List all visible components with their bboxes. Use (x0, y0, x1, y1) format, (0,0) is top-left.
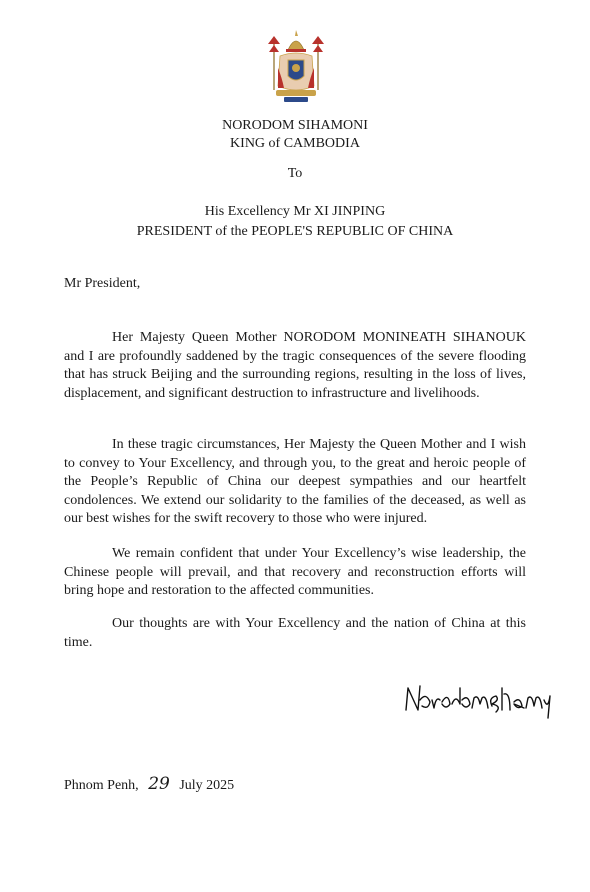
recipient-line-2: PRESIDENT of the PEOPLE'S REPUBLIC OF CHINA (136, 224, 454, 239)
handwritten-signature (404, 680, 554, 720)
recipient-line-1: His Excellency Mr XI JINPING (204, 204, 386, 219)
sender-title: KING of CAMBODIA (230, 136, 360, 151)
royal-crest-icon (264, 28, 328, 106)
place-text: Phnom Penh, (64, 778, 139, 793)
date-line (64, 774, 234, 794)
body-paragraph-3: We remain confident that under Your Excellency’s wise leadership, the Chinese people will prevail, and that recovery and reconstruction efforts will bring hope and restoration to the affected communities. (64, 546, 526, 599)
handwritten-day: 29 (148, 774, 170, 794)
body-paragraph-1: Her Majesty Queen Mother NORODOM MONINEATH SIHANOUK and I are profoundly saddened by the tragic consequences of the severe flooding that has struck Beijing and the surrounding regions, resulting in the loss of lives, displacement, and significant destruction to infrastructure and livelihoods. (64, 330, 526, 401)
recipient-block (0, 202, 590, 242)
month-year-text: July 2025 (179, 778, 235, 793)
salutation: Mr President, (64, 276, 141, 291)
body-paragraph-2: In these tragic circumstances, Her Majesty the Queen Mother and I wish to convey to Your Excellency, and through you, to the great and heroic people of the People’s Republic of China our deepest sympathies and our heartfelt condolences. We extend our solidarity to the families of the deceased, as well as our best wishes for the swift recovery to those who were injured. (64, 437, 526, 527)
to-label: To (287, 166, 303, 181)
sender-name: NORODOM SIHAMONI (222, 118, 368, 133)
body-paragraph-4: Our thoughts are with Your Excellency and the nation of China at this time. (64, 616, 526, 650)
